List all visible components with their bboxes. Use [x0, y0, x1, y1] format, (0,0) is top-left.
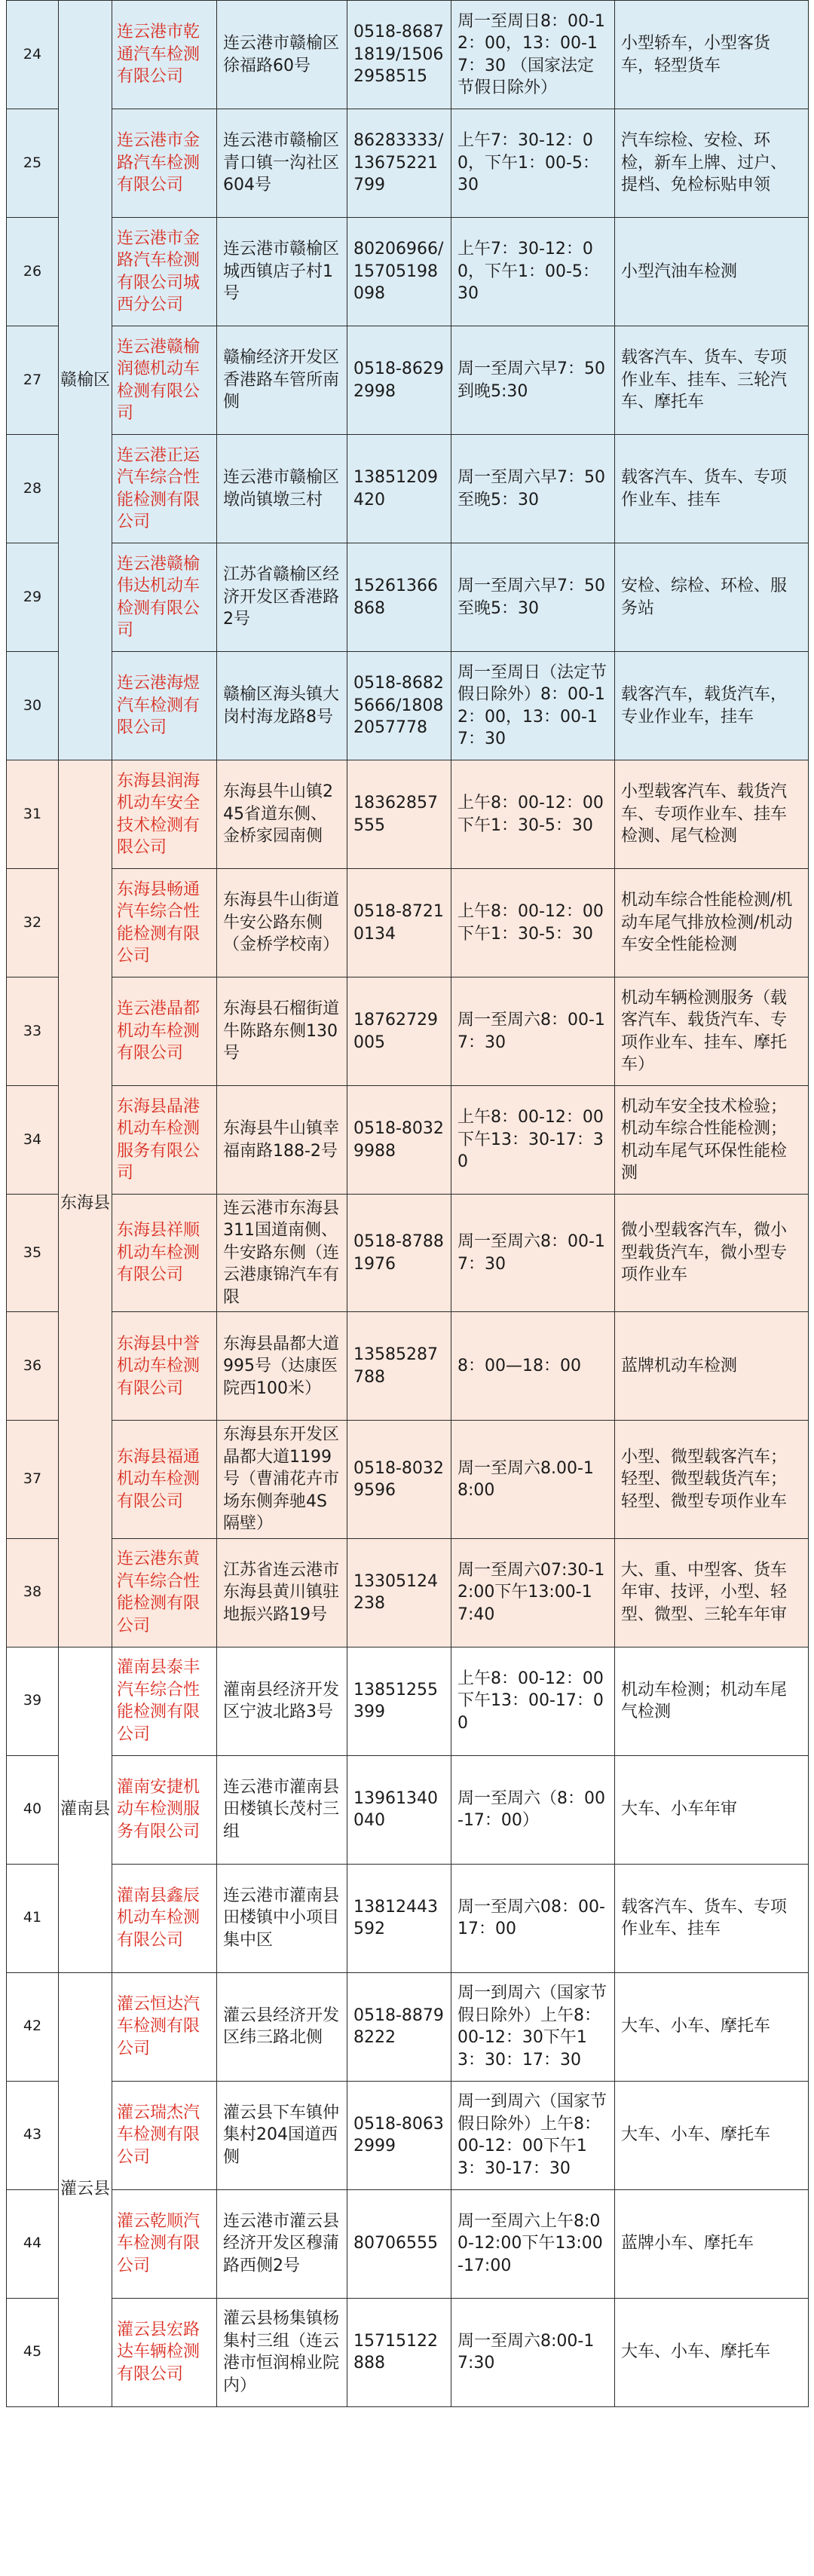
row-number: 36 [7, 1312, 59, 1421]
table-row [7, 1312, 809, 1421]
business-hours: 周一至周日8：00-12：00，13：00-17：30 （国家法定节假日除外） [451, 1, 615, 109]
phone-number: 13585287788 [347, 1312, 451, 1421]
company-name: 连云港正运汽车综合性能检测有限公司 [112, 435, 217, 543]
business-hours: 周一至周六早7：50至晚5：30 [451, 543, 615, 652]
company-address: 连云港市赣榆区墩尚镇墩三村 [217, 435, 347, 543]
row-number: 31 [7, 760, 59, 869]
company-address: 东海县石榴街道牛陈路东侧130号 [217, 977, 347, 1086]
company-name: 连云港市金路汽车检测有限公司城西分公司 [112, 218, 217, 326]
table-row [7, 652, 809, 760]
company-name: 连云港赣榆伟达机动车检测有限公司 [112, 543, 217, 652]
inspection-scope: 载客汽车、货车、专项作业车、挂车 [615, 1864, 809, 1972]
phone-number: 80706555 [347, 2189, 451, 2298]
row-number: 25 [7, 109, 59, 218]
company-name: 灌南安捷机动车检测服务有限公司 [112, 1755, 217, 1864]
company-address: 东海县东开发区晶都大道1199号（曹浦花卉市场东侧奔驰4S隔壁） [217, 1421, 347, 1538]
row-number: 39 [7, 1647, 59, 1755]
table-row [7, 543, 809, 652]
company-address: 江苏省连云港市东海县黄川镇驻地振兴路19号 [217, 1538, 347, 1647]
business-hours: 周一至周六（8：00-17：00） [451, 1755, 615, 1864]
company-name: 灌南县泰丰汽车综合性能检测有限公司 [112, 1647, 217, 1755]
row-number: 29 [7, 543, 59, 652]
company-name: 东海县畅通汽车综合性能检测有限公司 [112, 869, 217, 977]
company-name: 东海县晶港机动车检测服务有限公司 [112, 1086, 217, 1195]
business-hours: 上午8：00-12：00下午13：30-17：30 [451, 1086, 615, 1195]
company-name: 灌云县宏路达车辆检测有限公司 [112, 2298, 217, 2406]
company-name: 灌南县鑫辰机动车检测有限公司 [112, 1864, 217, 1972]
company-address: 连云港市赣榆区徐福路60号 [217, 1, 347, 109]
inspection-scope: 机动车辆检测服务（载客汽车、载货汽车、专项作业车、挂车、摩托车） [615, 977, 809, 1086]
inspection-scope: 小型载客汽车、载货汽车、专项作业车、挂车检测、尾气检测 [615, 760, 809, 869]
phone-number: 0518-87210134 [347, 869, 451, 977]
phone-number: 15715122888 [347, 2298, 451, 2406]
phone-number: 18362857555 [347, 760, 451, 869]
company-address: 灌云县经济开发区纬三路北侧 [217, 1972, 347, 2081]
business-hours: 周一至周六上午8:00-12:00下午13:00-17:00 [451, 2189, 615, 2298]
company-address: 连云港市灌南县田楼镇中小项目集中区 [217, 1864, 347, 1972]
inspection-scope: 载客汽车、货车、专项作业车、挂车、三轮汽车、摩托车 [615, 326, 809, 435]
inspection-scope: 小型汽油车检测 [615, 218, 809, 326]
company-address: 灌南县经济开发区宁波北路3号 [217, 1647, 347, 1755]
inspection-scope: 微小型载客汽车，微小型载货汽车，微小型专项作业车 [615, 1195, 809, 1312]
company-address: 连云港市东海县311国道南侧、牛安路东侧（连云港康锦汽车有限 [217, 1195, 347, 1312]
phone-number: 0518-87881976 [347, 1195, 451, 1312]
company-address: 赣榆经济开发区香港路车管所南侧 [217, 326, 347, 435]
company-address: 东海县牛山镇245省道东侧、金桥家园南侧 [217, 760, 347, 869]
inspection-scope: 大车、小车、摩托车 [615, 2081, 809, 2189]
table-row [7, 977, 809, 1086]
row-number: 38 [7, 1538, 59, 1647]
inspection-scope: 机动车综合性能检测/机动车尾气排放检测/机动车安全性能检测 [615, 869, 809, 977]
inspection-scope: 蓝牌小车、摩托车 [615, 2189, 809, 2298]
phone-number: 0518-80632999 [347, 2081, 451, 2189]
table-row [7, 760, 809, 869]
company-address: 连云港市赣榆区青口镇一沟社区604号 [217, 109, 347, 218]
row-number: 35 [7, 1195, 59, 1312]
phone-number: 0518-88798222 [347, 1972, 451, 2081]
company-name: 灌云乾顺汽车检测有限公司 [112, 2189, 217, 2298]
business-hours: 上午8：00-12：00下午1：30-5：30 [451, 869, 615, 977]
company-name: 东海县中誉机动车检测有限公司 [112, 1312, 217, 1421]
company-name: 东海县祥顺机动车检测有限公司 [112, 1195, 217, 1312]
phone-number: 15261366868 [347, 543, 451, 652]
row-number: 37 [7, 1421, 59, 1538]
company-address: 东海县晶都大道995号（达康医院西100米） [217, 1312, 347, 1421]
company-address: 灌云县下车镇仲集村204国道西侧 [217, 2081, 347, 2189]
district-name: 灌云县 [59, 1972, 112, 2406]
inspection-scope: 小型轿车，小型客货车，轻型货车 [615, 1, 809, 109]
business-hours: 周一到周六（国家节假日除外）上午8：00-12：00下午13：30-17：30 [451, 2081, 615, 2189]
table-row [7, 1, 809, 109]
inspection-table-container [6, 0, 808, 2407]
business-hours: 周一至周六早7：50到晚5:30 [451, 326, 615, 435]
company-name: 连云港海煜汽车检测有限公司 [112, 652, 217, 760]
inspection-scope: 大车、小车、摩托车 [615, 2298, 809, 2406]
inspection-scope: 大、重、中型客、货车年审、技评，小型、轻型、微型、三轮车年审 [615, 1538, 809, 1647]
business-hours: 上午7：30-12：00，下午1：00-5：30 [451, 218, 615, 326]
phone-number: 18762729005 [347, 977, 451, 1086]
table-row [7, 1972, 809, 2081]
business-hours: 周一至周六08：00-17：00 [451, 1864, 615, 1972]
row-number: 43 [7, 2081, 59, 2189]
inspection-scope: 安检、综检、环检、服务站 [615, 543, 809, 652]
phone-number: 0518-80329596 [347, 1421, 451, 1538]
phone-number: 13851209420 [347, 435, 451, 543]
business-hours: 周一至周六8：00-17：30 [451, 977, 615, 1086]
business-hours: 周一至周六8.00-18:00 [451, 1421, 615, 1538]
company-name: 连云港赣榆润德机动车检测有限公司 [112, 326, 217, 435]
phone-number: 0518-80329988 [347, 1086, 451, 1195]
phone-number: 13961340040 [347, 1755, 451, 1864]
table-row [7, 326, 809, 435]
table-row [7, 1755, 809, 1864]
company-name: 灌云恒达汽车检测有限公司 [112, 1972, 217, 2081]
phone-number: 13305124238 [347, 1538, 451, 1647]
company-name: 灌云瑞杰汽车检测有限公司 [112, 2081, 217, 2189]
table-row [7, 1864, 809, 1972]
vehicle-inspection-station-table [6, 0, 809, 2407]
inspection-scope: 机动车安全技术检验；机动车综合性能检测；机动车尾气环保性能检测 [615, 1086, 809, 1195]
table-row [7, 1421, 809, 1538]
business-hours: 上午8：00-12：00下午13：00-17：00 [451, 1647, 615, 1755]
inspection-scope: 汽车综检、安检、环检，新车上牌、过户、提档、免检标贴申领 [615, 109, 809, 218]
company-name: 东海县福通机动车检测有限公司 [112, 1421, 217, 1538]
phone-number: 13812443592 [347, 1864, 451, 1972]
table-row [7, 2081, 809, 2189]
company-address: 东海县牛山镇幸福南路188-2号 [217, 1086, 347, 1195]
phone-number: 13851255399 [347, 1647, 451, 1755]
phone-number: 0518-86871819/15062958515 [347, 1, 451, 109]
business-hours: 周一至周六8:00-17:30 [451, 2298, 615, 2406]
row-number: 33 [7, 977, 59, 1086]
row-number: 28 [7, 435, 59, 543]
row-number: 44 [7, 2189, 59, 2298]
table-row [7, 1086, 809, 1195]
phone-number: 0518-86292998 [347, 326, 451, 435]
row-number: 30 [7, 652, 59, 760]
company-address: 赣榆区海头镇大岗村海龙路8号 [217, 652, 347, 760]
company-address: 东海县牛山街道牛安公路东侧（金桥学校南） [217, 869, 347, 977]
row-number: 45 [7, 2298, 59, 2406]
inspection-scope: 蓝牌机动车检测 [615, 1312, 809, 1421]
district-name: 赣榆区 [59, 1, 112, 760]
phone-number: 80206966/15705198098 [347, 218, 451, 326]
company-address: 连云港市赣榆区城西镇店子村1号 [217, 218, 347, 326]
company-name: 连云港市乾通汽车检测有限公司 [112, 1, 217, 109]
phone-number: 86283333/13675221799 [347, 109, 451, 218]
company-address: 连云港市灌南县田楼镇长茂村三组 [217, 1755, 347, 1864]
business-hours: 周一至周日（法定节假日除外）8：00-12：00，13：00-17：30 [451, 652, 615, 760]
table-row [7, 869, 809, 977]
table-row [7, 109, 809, 218]
table-row [7, 1195, 809, 1312]
company-name: 连云港市金路汽车检测有限公司 [112, 109, 217, 218]
table-row [7, 2298, 809, 2406]
phone-number: 0518-86825666/18082057778 [347, 652, 451, 760]
table-row [7, 2189, 809, 2298]
inspection-scope: 载客汽车、货车、专项作业车、挂车 [615, 435, 809, 543]
district-name: 灌南县 [59, 1647, 112, 1972]
table-row [7, 1538, 809, 1647]
business-hours: 8：00—18：00 [451, 1312, 615, 1421]
company-name: 连云港晶都机动车检测有限公司 [112, 977, 217, 1086]
company-name: 连云港东黄汽车综合性能检测有限公司 [112, 1538, 217, 1647]
business-hours: 上午7：30-12：00，下午1：00-5：30 [451, 109, 615, 218]
row-number: 32 [7, 869, 59, 977]
row-number: 26 [7, 218, 59, 326]
table-row [7, 435, 809, 543]
row-number: 40 [7, 1755, 59, 1864]
inspection-scope: 载客汽车，载货汽车，专业作业车，挂车 [615, 652, 809, 760]
table-row [7, 218, 809, 326]
company-address: 江苏省赣榆区经济开发区香港路2号 [217, 543, 347, 652]
business-hours: 周一至周六早7：50至晚5：30 [451, 435, 615, 543]
inspection-scope: 小型、微型载客汽车；轻型、微型载货汽车；轻型、微型专项作业车 [615, 1421, 809, 1538]
table-row [7, 1647, 809, 1755]
row-number: 42 [7, 1972, 59, 2081]
row-number: 34 [7, 1086, 59, 1195]
row-number: 27 [7, 326, 59, 435]
company-address: 连云港市灌云县经济开发区穆蒲路西侧2号 [217, 2189, 347, 2298]
business-hours: 周一至周六8：00-17：30 [451, 1195, 615, 1312]
business-hours: 周一到周六（国家节假日除外）上午8：00-12：30下午13：30：17：30 [451, 1972, 615, 2081]
company-address: 灌云县杨集镇杨集村三组（连云港市恒润棉业院内） [217, 2298, 347, 2406]
row-number: 41 [7, 1864, 59, 1972]
business-hours: 上午8：00-12：00下午1：30-5：30 [451, 760, 615, 869]
company-name: 东海县润海机动车安全技术检测有限公司 [112, 760, 217, 869]
inspection-scope: 大车、小车年审 [615, 1755, 809, 1864]
row-number: 24 [7, 1, 59, 109]
inspection-scope: 大车、小车、摩托车 [615, 1972, 809, 2081]
inspection-scope: 机动车检测；机动车尾气检测 [615, 1647, 809, 1755]
district-name: 东海县 [59, 760, 112, 1647]
business-hours: 周一至周六07:30-12:00下午13:00-17:40 [451, 1538, 615, 1647]
